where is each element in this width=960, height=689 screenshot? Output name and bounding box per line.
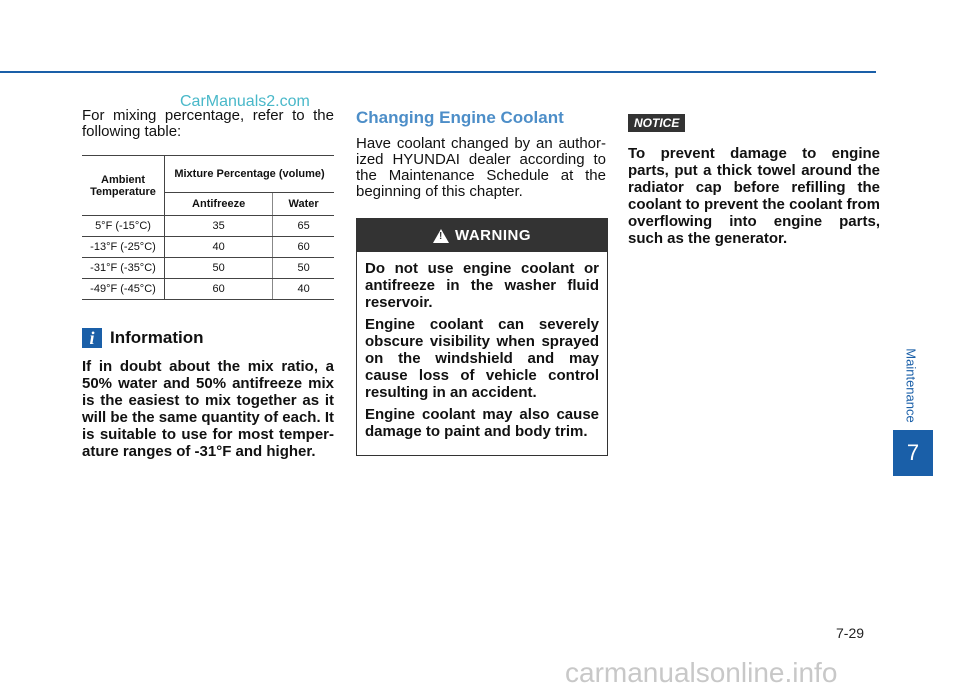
left-column [82,108,334,460]
section-side-label [899,340,923,430]
table-row [82,237,334,258]
top-rule [0,71,876,73]
warning-triangle-icon: ! [433,229,449,243]
notice-text: To prevent damage to engine parts, put a thick towel around the radiator cap before refilling the coolant to prevent the coolant from overflowing into engine parts, such as the generator. [628,145,880,247]
table-row [82,279,334,300]
cell-antifreeze: 40 [165,237,273,258]
header-ambient-temperature: Ambient Temperature [82,156,165,216]
chapter-tab: 7 [893,430,933,476]
cell-water: 50 [273,258,334,279]
warning-header [357,219,607,252]
warning-paragraph: Engine coolant may also cause damage to paint and body trim. [365,406,599,440]
information-icon: i [82,328,102,348]
cell-water: 65 [273,216,334,237]
warning-body [357,252,607,455]
information-text: If in doubt about the mix ratio, a 50% water and 50% antifreeze mix is the easiest to mix together as it will be the same quantity of each. It is suitable to use for most temper-ature ranges of -31°F and higher. [82,358,334,460]
coolant-change-text: Have coolant changed by an author-ized HYUNDAI dealer according to the Maintenance Schedule at the beginning of this chapter. [356,135,606,200]
cell-water: 40 [273,279,334,300]
watermark-top: CarManuals2.com [180,93,310,110]
information-title: Information [110,328,204,347]
section-title: Changing Engine Coolant [356,108,564,127]
warning-paragraph: Engine coolant can severely obscure visibility when sprayed on the windshield and may cause loss of vehicle control resulting in an accident. [365,316,599,401]
table-row [82,216,334,237]
header-water: Water [273,193,334,216]
information-heading [82,326,334,350]
watermark-bottom: carmanualsonline.info [565,657,838,688]
cell-antifreeze: 60 [165,279,273,300]
warning-box [356,218,608,456]
section-name: Maintenance [903,347,919,423]
right-column [628,108,880,247]
cell-temperature: -49°F (-45°C) [82,279,165,300]
page-number: 7-29 [836,625,865,641]
mixing-intro: For mixing percentage, refer to the following table: [82,107,334,140]
mixture-table [82,155,334,300]
middle-column [356,108,606,456]
header-antifreeze: Antifreeze [165,193,273,216]
warning-paragraph: Do not use engine coolant or antifreeze in the washer fluid reservoir. [365,260,599,311]
cell-temperature: 5°F (-15°C) [82,216,165,237]
warning-label: WARNING [455,227,531,244]
header-mixture-percentage: Mixture Percentage (volume) [165,156,335,193]
cell-antifreeze: 50 [165,258,273,279]
table-row [82,258,334,279]
cell-water: 60 [273,237,334,258]
cell-temperature: -31°F (-35°C) [82,258,165,279]
cell-antifreeze: 35 [165,216,273,237]
cell-temperature: -13°F (-25°C) [82,237,165,258]
notice-badge: NOTICE [628,114,685,132]
